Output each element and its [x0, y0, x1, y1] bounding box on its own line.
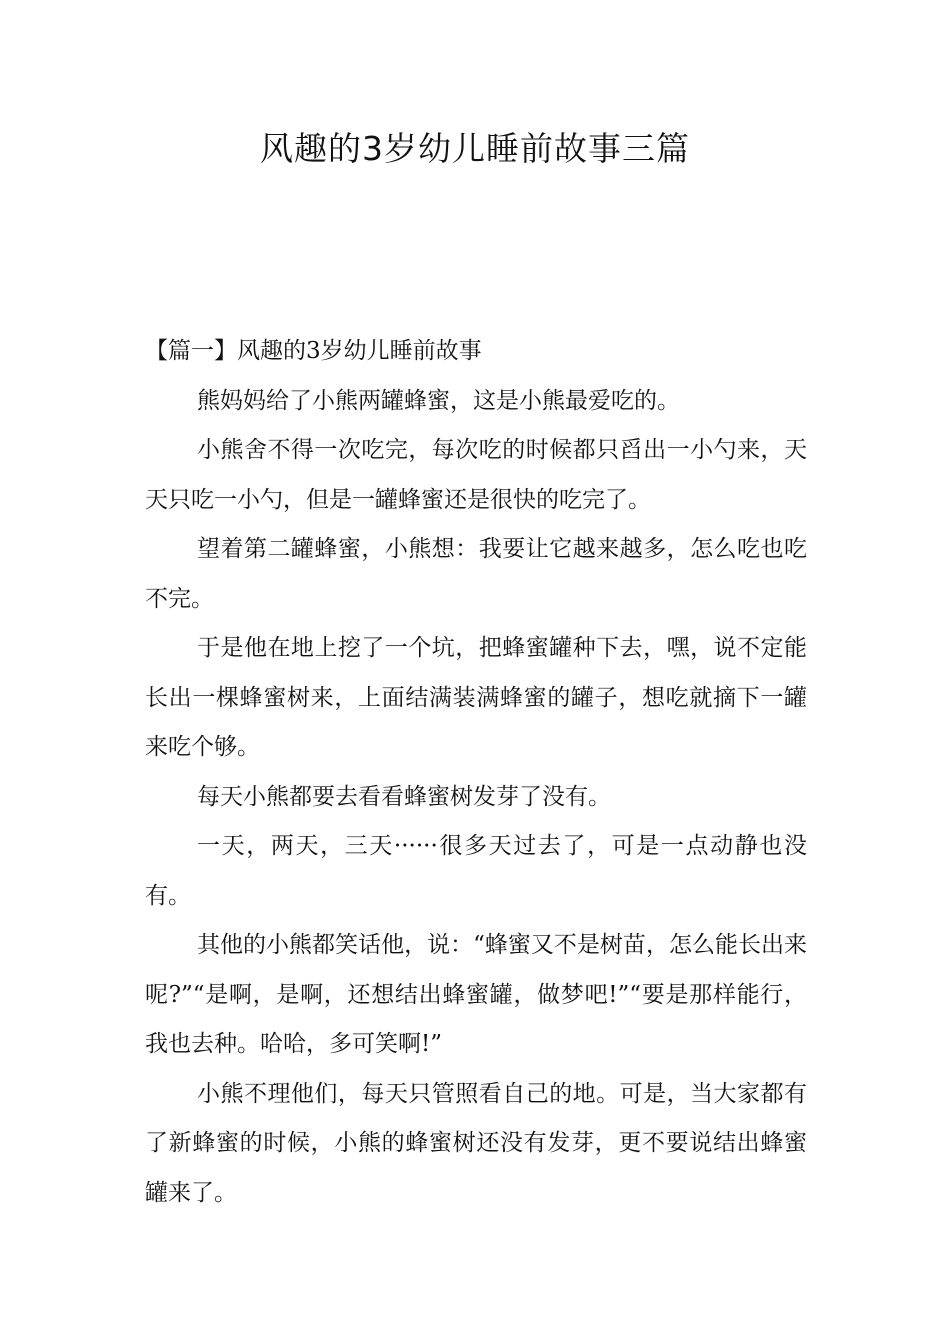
- paragraph-2: 小熊舍不得一次吃完，每次吃的时候都只舀出一小勺来，天天只吃一小勺，但是一罐蜂蜜还是很快的吃完了。: [145, 437, 807, 513]
- paragraph-4: 于是他在地上挖了一个坑，把蜂蜜罐种下去，嘿，说不定能长出一棵蜂蜜树来，上面结满装满蜂蜜的罐子，想吃就摘下一罐来吃个够。: [145, 635, 807, 760]
- paragraph-7: 其他的小熊都笑话他，说：“蜂蜜又不是树苗，怎么能长出来呢?”“是啊，是啊，还想结出蜂蜜罐，做梦吧!”“要是那样能行，我也去种。哈哈，多可笑啊!”: [145, 932, 807, 1057]
- paragraph-3: 望着第二罐蜂蜜，小熊想：我要让它越来越多，怎么吃也吃不完。: [145, 536, 807, 612]
- section-heading: 【篇一】风趣的3岁幼儿睡前故事: [145, 338, 482, 364]
- paragraph-1: 熊妈妈给了小熊两罐蜂蜜，这是小熊最爱吃的。: [197, 387, 680, 414]
- document-body: [145, 327, 807, 1218]
- paragraph-8: 小熊不理他们，每天只管照看自己的地。可是，当大家都有了新蜂蜜的时候，小熊的蜂蜜树还没有发芽，更不要说结出蜂蜜罐来了。: [145, 1080, 807, 1206]
- document-title: 风趣的3岁幼儿睡前故事三篇: [260, 129, 690, 168]
- paragraph-5: 每天小熊都要去看看蜂蜜树发芽了没有。: [197, 783, 611, 810]
- paragraph-6: 一天，两天，三天······很多天过去了，可是一点动静也没有。: [145, 833, 807, 909]
